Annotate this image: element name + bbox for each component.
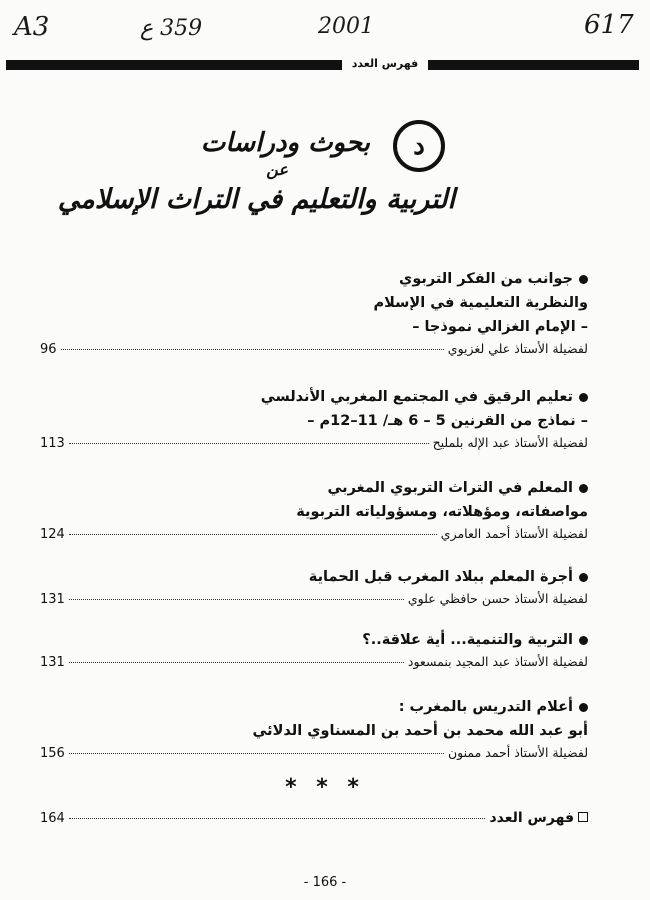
toc-entry — [40, 628, 588, 670]
bullet-icon — [579, 275, 588, 284]
separator-stars: * * * — [285, 775, 365, 800]
bullet-icon — [579, 703, 588, 712]
author-row — [40, 591, 588, 607]
bullet-icon — [579, 484, 588, 493]
toc-entry — [40, 267, 588, 357]
header-bar-right-segment — [428, 60, 639, 70]
author-row — [40, 435, 588, 451]
entry-title: جوانب من الفكر التربوي — [40, 267, 588, 291]
author-row — [40, 526, 588, 542]
entry-page-number: 131 — [40, 655, 65, 670]
entry-page-number: 96 — [40, 342, 57, 357]
toc-entry — [40, 385, 588, 451]
handwritten-number: 617 — [584, 10, 634, 40]
entry-author: لفضيلة الأستاذ عبد المجيد بنمسعود — [407, 654, 588, 669]
entry-page-number: 124 — [40, 527, 65, 542]
entry-title: التربية والتنمية... أية علاقة..؟ — [40, 628, 588, 652]
entry-title: أجرة المعلم ببلاد المغرب قبل الحماية — [40, 565, 588, 589]
entry-author: لفضيلة الأستاذ أحمد ممنون — [447, 745, 588, 760]
section-emblem: د — [393, 120, 445, 172]
handwritten-code: 359 ع — [140, 16, 203, 41]
dot-leader — [69, 818, 486, 819]
dot-leader — [61, 349, 444, 350]
entry-title: أعلام التدريس بالمغرب : — [40, 695, 588, 719]
section-title-line2: عن — [266, 160, 288, 179]
dot-leader — [69, 599, 404, 600]
header-bar — [6, 57, 639, 70]
entry-author: لفضيلة الأستاذ عبد الإله بلمليح — [432, 435, 588, 450]
header-bar-left-segment — [6, 60, 342, 70]
dot-leader — [69, 443, 429, 444]
bullet-icon — [579, 636, 588, 645]
header-label: فهرس العدد — [346, 57, 424, 70]
checkbox-square-icon — [578, 812, 588, 822]
entry-title: المعلم في التراث التربوي المغربي — [40, 476, 588, 500]
toc-index-label: فهرس العدد — [489, 810, 574, 826]
entry-title: تعليم الرقيق في المجتمع المغربي الأندلسي — [40, 385, 588, 409]
entry-subtitle: مواصفاته، ومؤهلاته، ومسؤولياته التربوية — [296, 504, 588, 520]
toc-entry — [40, 565, 588, 607]
entry-subtitle: – نماذج من القرنين 5 – 6 هـ/ 11–12م – — [307, 413, 588, 429]
entry-subtitle: والنظرية التعليمية في الإسلام — [373, 295, 588, 311]
entry-page-number: 156 — [40, 746, 65, 761]
bullet-icon — [579, 573, 588, 582]
toc-index-row — [40, 810, 588, 826]
handwritten-shelf-mark: A3 — [14, 12, 50, 42]
section-title-line1: بحوث ودراسات — [200, 128, 370, 158]
entry-author: لفضيلة الأستاذ علي لغزيوي — [447, 341, 588, 356]
entry-author: لفضيلة الأستاذ أحمد العامري — [440, 526, 588, 541]
author-row — [40, 745, 588, 761]
entry-subtitle: أبو عبد الله محمد بن أحمد بن المسناوي الدلائي — [252, 723, 588, 739]
toc-entry — [40, 476, 588, 542]
toc-index-page: 164 — [40, 811, 65, 826]
dot-leader — [69, 753, 444, 754]
handwritten-year: 2001 — [318, 14, 374, 39]
author-row — [40, 341, 588, 357]
section-title-line3: التربية والتعليم في التراث الإسلامي — [57, 184, 455, 215]
page-number-footer: - 166 - — [303, 875, 347, 890]
bullet-icon — [579, 393, 588, 402]
entry-subtitle: – الإمام الغزالي نموذجا – — [412, 319, 588, 335]
author-row — [40, 654, 588, 670]
entry-page-number: 113 — [40, 436, 65, 451]
toc-entry — [40, 695, 588, 761]
entry-page-number: 131 — [40, 592, 65, 607]
dot-leader — [69, 534, 437, 535]
entry-author: لفضيلة الأستاذ حسن حافظي علوي — [407, 591, 588, 606]
dot-leader — [69, 662, 404, 663]
